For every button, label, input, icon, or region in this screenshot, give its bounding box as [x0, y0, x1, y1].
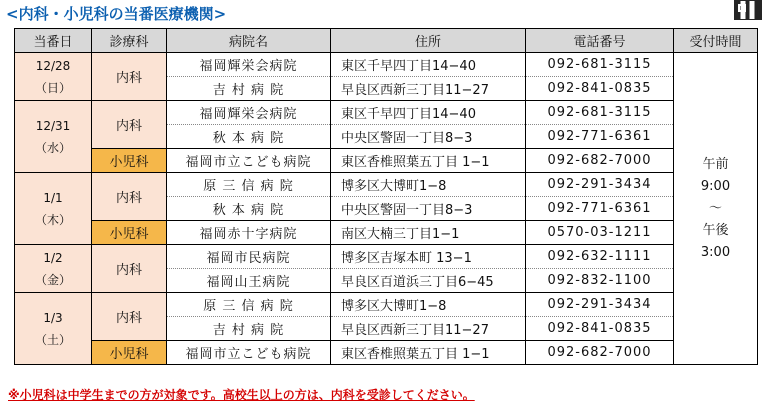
table-row — [15, 149, 758, 173]
address: 博多区大博町1−8 — [331, 293, 526, 317]
hours-am-time: 9:00 — [700, 178, 731, 194]
weekday-label: （水） — [34, 140, 71, 155]
address: 東区香椎照葉五丁目 1−1 — [331, 341, 526, 365]
date-cell — [15, 53, 92, 101]
phone-number: 092-771-6361 — [526, 197, 674, 221]
address: 早良区西新三丁目11−27 — [331, 77, 526, 101]
qr-code-icon — [734, 0, 762, 20]
date-label: 12/28 — [35, 58, 71, 73]
on-call-hospital-table — [14, 28, 758, 365]
hospital-name: 福岡山王病院 — [167, 269, 331, 293]
address: 早良区百道浜三丁目6−45 — [331, 269, 526, 293]
hours-tilde: ～ — [708, 200, 722, 216]
table-row — [15, 101, 758, 125]
table-row — [15, 53, 758, 77]
reception-hours — [674, 53, 758, 365]
hospital-name: 福岡輝栄会病院 — [167, 53, 331, 77]
address: 南区大楠三丁目1−1 — [331, 221, 526, 245]
phone-number: 0570-03-1211 — [526, 221, 674, 245]
address: 博多区吉塚本町 13−1 — [331, 245, 526, 269]
date-cell — [15, 101, 92, 173]
hospital-name: 福岡赤十字病院 — [167, 221, 331, 245]
hospital-name: 秋 本 病 院 — [167, 197, 331, 221]
date-label: 1/3 — [43, 310, 63, 325]
table-header-row — [15, 29, 758, 53]
date-cell — [15, 293, 92, 365]
address: 博多区大博町1−8 — [331, 173, 526, 197]
address: 中央区警固一丁目8−3 — [331, 125, 526, 149]
address: 東区千早四丁目14−40 — [331, 101, 526, 125]
footnote: ※小児科は中学生までの方が対象です。高校生以上の方は、内科を受診してください。 — [8, 388, 475, 402]
weekday-label: （木） — [34, 212, 71, 227]
address: 東区千早四丁目14−40 — [331, 53, 526, 77]
dept-internal-medicine: 内科 — [92, 101, 167, 149]
address: 東区香椎照葉五丁目 1−1 — [331, 149, 526, 173]
hospital-name: 原 三 信 病 院 — [167, 293, 331, 317]
phone-number: 092-841-0835 — [526, 317, 674, 341]
header-date: 当番日 — [15, 29, 92, 53]
phone-number: 092-291-3434 — [526, 293, 674, 317]
table-row — [15, 293, 758, 317]
table-row — [15, 221, 758, 245]
hospital-name: 福岡輝栄会病院 — [167, 101, 331, 125]
date-label: 1/2 — [43, 250, 63, 265]
phone-number: 092-832-1100 — [526, 269, 674, 293]
date-cell — [15, 245, 92, 293]
hospital-name: 福岡市立こども病院 — [167, 341, 331, 365]
phone-number: 092-632-1111 — [526, 245, 674, 269]
hospital-name: 吉 村 病 院 — [167, 317, 331, 341]
page-title: <内科・小児科の当番医療機関> — [6, 5, 227, 23]
date-label: 1/1 — [43, 190, 63, 205]
header-hospital: 病院名 — [167, 29, 331, 53]
hospital-name: 吉 村 病 院 — [167, 77, 331, 101]
weekday-label: （日） — [34, 80, 71, 95]
table-row — [15, 341, 758, 365]
phone-number: 092-681-3115 — [526, 101, 674, 125]
header-hours: 受付時間 — [674, 29, 758, 53]
hospital-name: 原 三 信 病 院 — [167, 173, 331, 197]
dept-internal-medicine: 内科 — [92, 245, 167, 293]
hours-pm: 午後 — [702, 222, 729, 238]
dept-internal-medicine: 内科 — [92, 293, 167, 341]
dept-internal-medicine: 内科 — [92, 173, 167, 221]
address: 早良区西新三丁目11−27 — [331, 317, 526, 341]
dept-internal-medicine: 内科 — [92, 53, 167, 101]
date-label: 12/31 — [35, 118, 71, 133]
dept-pediatrics: 小児科 — [92, 221, 167, 245]
phone-number: 092-841-0835 — [526, 77, 674, 101]
phone-number: 092-681-3115 — [526, 53, 674, 77]
dept-pediatrics: 小児科 — [92, 341, 167, 365]
hospital-name: 福岡市民病院 — [167, 245, 331, 269]
date-cell — [15, 173, 92, 245]
table-row — [15, 173, 758, 197]
header-dept: 診療科 — [92, 29, 167, 53]
header-address: 住所 — [331, 29, 526, 53]
hospital-name: 福岡市立こども病院 — [167, 149, 331, 173]
hours-am: 午前 — [702, 156, 729, 172]
phone-number: 092-682-7000 — [526, 149, 674, 173]
phone-number: 092-682-7000 — [526, 341, 674, 365]
header-tel: 電話番号 — [526, 29, 674, 53]
table-row — [15, 245, 758, 269]
address: 中央区警固一丁目8−3 — [331, 197, 526, 221]
phone-number: 092-291-3434 — [526, 173, 674, 197]
weekday-label: （金） — [34, 272, 71, 287]
hospital-name: 秋 本 病 院 — [167, 125, 331, 149]
dept-pediatrics: 小児科 — [92, 149, 167, 173]
hours-pm-time: 3:00 — [700, 244, 731, 260]
weekday-label: （土） — [34, 332, 71, 347]
phone-number: 092-771-6361 — [526, 125, 674, 149]
